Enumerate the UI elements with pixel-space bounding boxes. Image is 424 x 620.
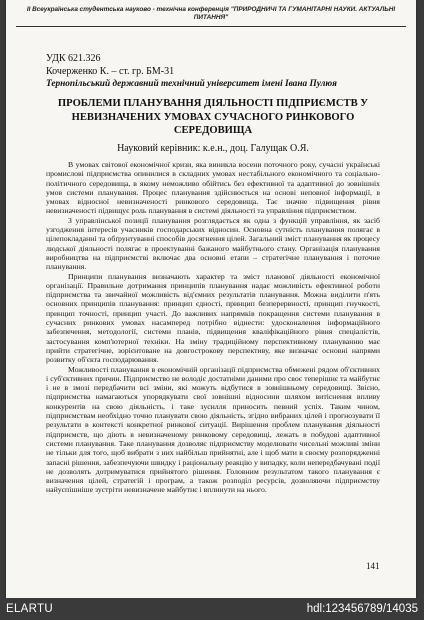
udk-code: УДК 621.326 <box>46 53 101 64</box>
repository-name: ELARTU <box>6 603 53 615</box>
header-divider <box>16 26 406 27</box>
paragraph-4: Можливості планування в економічній організації підприємства обмежені рядом об'єктивних і суб'єктивних причин. Підприємство не володіє достатніми даними про своє теперішнє та майбутнє і не в змозі передбачити всі зміни, які можуть відбутися в зовнішньому середовищі. Звісно, підприємства намагаються упорядкувати свої зовнішні відносини шляхом витіснення впливу конкурентів на свою діяльність, і таке зусилля приносить певний успіх. Таким чином, підприємствам необхідно точно планувати свою діяльність, згідно вибраних цілей і прогнозувати її результати в контексті конкретної ринкової ситуації. Вирішення проблем планування діяльності підприємств, що діють в невизначеному ринковому середовищі, лежать в побудові адаптивної системи планування. Таке планування дозволяє підприємству моделювати чисельні можливі зміни не тільки для того, щоб вибрати з них найбільш прийнятні, але і щоб мати в своєму розпорядженні запасні рішення, забезпечуючи швидку і раціональну реакцію у випадку, коли непередбачувані події не дозволять дотримуватися прийнятого рішення. Головним результатом такого планування є визначення цілей, стратегій і програм, а також розподіл ресурсів, дозволяючи підприємству найуспішніше зустріти невизначене майбутнє і вплинути на нього. <box>46 364 380 495</box>
document-page <box>6 0 416 598</box>
scientific-adviser: Науковий керівник: к.е.н., доц. Галущак О.Я. <box>117 143 309 154</box>
paragraph-1: В умовах світової економічної кризи, яка виникла восени поточного року, сучасні українські промислові підприємства опинилися в складних умовах нестабільного економічного та соціально-політичного середовища, в якому неможливо обійтись без ефективної та адаптивної до зовнішніх умов системи планування. Процес планування здійснюється на основі неповної інформації, в умовах відносної невизначеності ринкового середовища. Тає значне підвищення рівня невизначеності підвищує роль планування в системі діяльності та управління підприємством. <box>46 160 380 216</box>
paragraph-3: Принципи планування визначають характер та зміст планової діяльності економічної організації. Правильне дотримання принципів планування надає можливість ефективної роботи підприємства та звичайної можливість від'ємних результатів планування. Можна виділити п'ять основних принципів планування: принцип єдності, принцип безперервності, принцип гнучкості, принцип точності, принцип участі. До важливих напрямків покращення системи планування в сучасних ринкових умовах насамперед потрібно віднести: удосконалення інформаційного забезпечення, методології, системи планів, підвищення кваліфікаційного рівня спеціалістів, застосування комп'ютерної техніки. На зміну традиційному перспективному плануванню має прийти стратегічне, зорієнтоване на довгострокову перспективу, яке визначає основні напрями розвитку об'єкта господарювання. <box>46 271 380 365</box>
handle-identifier: hdl:123456789/14035 <box>306 603 418 615</box>
page-number: 141 <box>366 561 380 571</box>
body-text <box>46 160 380 495</box>
conference-header: II Всеукраїнська студентська науково - технічна конференція "ПРИРОДНИЧІ ТА ГУМАНІТАРНІ НАУКИ. АКТУАЛЬНІ ПИТАННЯ" <box>26 6 396 21</box>
institution-line: Тернопільський державний технічний університет імені Івана Пулюя <box>46 79 337 89</box>
author-line: Кочерженко К. – ст. гр. БМ-31 <box>46 66 175 77</box>
paper-title: ПРОБЛЕМИ ПЛАНУВАННЯ ДІЯЛЬНОСТІ ПІДПРИЄМСТВ У НЕВИЗНАЧЕНИХ УМОВАХ СУЧАСНОГО РИНКОВОГО СЕРЕДОВИЩА <box>57 98 369 136</box>
paragraph-2: З управлінської позиції планування розглядається як одна з функцій управління, як засіб узгодження інтересів учасників господарських відносин. Основна сутність планування полягає в цілепокладанні та обґрунтуванні способів досягнення цілей. Загальний зміст планування як процесу людської діяльності полягає в проектуванні бажаного майбутнього стану. Організація планування виробництва на підприємстві включає два основні етапи – стратегічне планування і поточне планування. <box>46 215 380 272</box>
